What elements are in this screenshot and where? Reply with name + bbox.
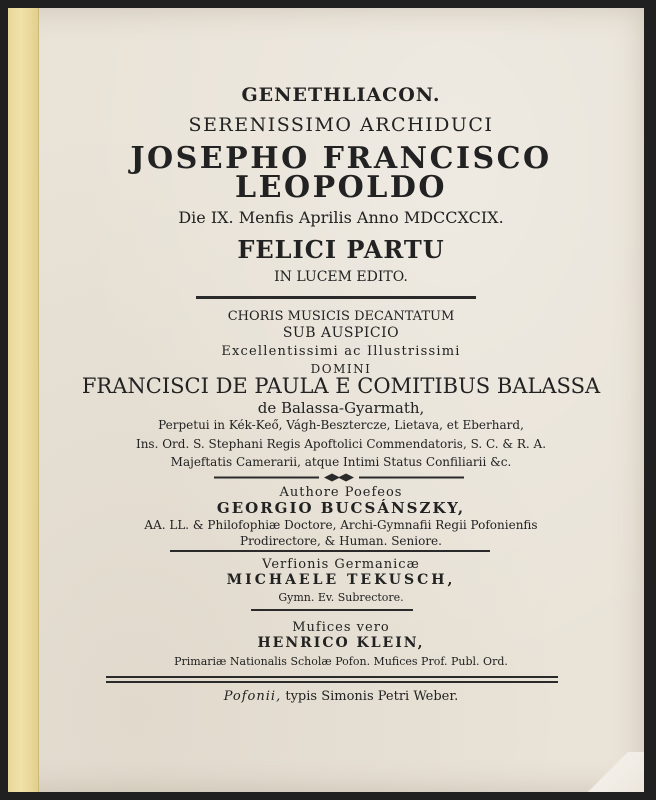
heading-name-line1: JOSEPHO FRANCISCO xyxy=(130,141,552,176)
sponsor-domini: DOMINI xyxy=(310,362,372,376)
author-label: Authore Poefeos xyxy=(279,485,403,500)
sponsor-excellentissimi: Excellentissimi ac Illustrissimi xyxy=(221,344,461,359)
author-name: GEORGIO BUCSÁNSZKY, xyxy=(216,499,466,517)
author-titles-2: Prodirectore, & Human. Seniore. xyxy=(240,534,442,548)
page-content xyxy=(38,8,644,792)
translator-name: MICHAELE TEKUSCH, xyxy=(226,572,456,588)
ornament-divider xyxy=(214,473,464,482)
folded-corner xyxy=(574,752,644,792)
sponsor-sub-auspicio: SUB AUSPICIO xyxy=(282,325,400,341)
heading-in-lucem: IN LUCEM EDITO. xyxy=(274,269,408,285)
sponsor-titles-3: Majeftatis Camerarii, atque Intimi Status Confiliarii &c. xyxy=(170,455,512,469)
divider-rule-1 xyxy=(196,296,476,299)
divider-rule-2 xyxy=(170,550,490,552)
sponsor-place: de Balassa-Gyarmath, xyxy=(257,399,425,417)
spine-tape xyxy=(8,8,39,792)
heading-dedication: SERENISSIMO ARCHIDUCI xyxy=(188,114,494,136)
divider-rule-3 xyxy=(251,609,413,611)
author-titles-1: AA. LL. & Philofophiæ Doctore, Archi-Gymnafii Regii Pofonienfis xyxy=(144,518,538,532)
heading-genethliacon: GENETHLIACON. xyxy=(241,84,441,106)
sponsor-choris: CHORIS MUSICIS DECANTATUM xyxy=(227,309,455,324)
translator-title: Gymn. Ev. Subrectore. xyxy=(278,591,404,604)
music-composer-title: Primariæ Nationalis Scholæ Pofon. Mufices Prof. Publ. Ord. xyxy=(174,655,508,668)
imprint-printer: typis Simonis Petri Weber. xyxy=(285,689,459,704)
heading-felici-partu: FELICI PARTU xyxy=(237,235,445,264)
sponsor-titles-1: Perpetui in Kék-Keő, Vágh-Besztercze, Lietava, et Eberhard, xyxy=(158,418,524,432)
sponsor-name: FRANCISCI DE PAULA E COMITIBUS BALASSA xyxy=(81,374,601,398)
title-page xyxy=(8,8,644,792)
heading-name-line2: LEOPOLDO xyxy=(234,170,448,205)
music-composer-name: HENRICO KLEIN, xyxy=(257,635,425,651)
music-label: Mufices vero xyxy=(292,620,390,635)
sponsor-titles-2: Ins. Ord. S. Stephani Regis Apoftolici Commendatoris, S. C. & R. A. xyxy=(135,437,547,451)
divider-double-rule-top xyxy=(106,676,558,678)
imprint xyxy=(38,690,644,703)
heading-date: Die IX. Menfis Aprilis Anno MDCCXCIX. xyxy=(178,208,504,227)
imprint-place: Pofonii, xyxy=(223,689,282,704)
translator-label: Verfionis Germanicæ xyxy=(262,557,420,572)
divider-double-rule-bottom xyxy=(106,681,558,683)
